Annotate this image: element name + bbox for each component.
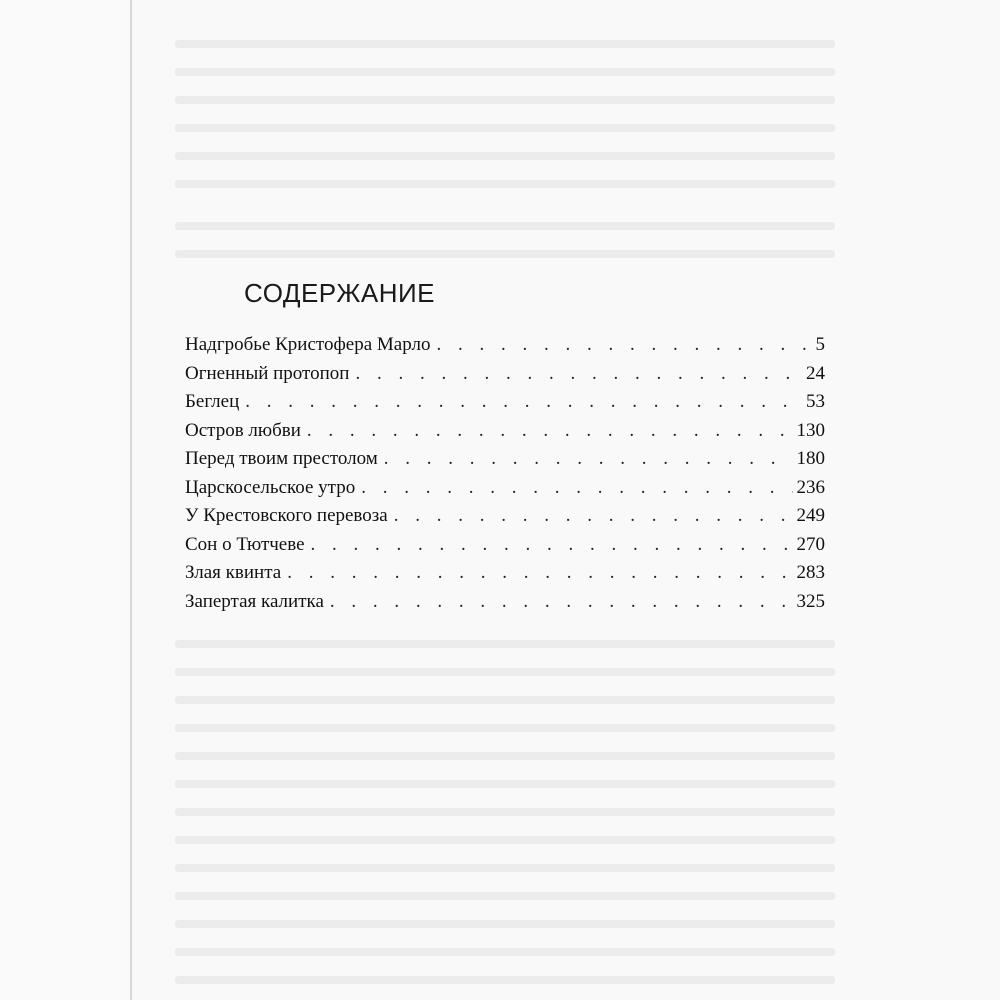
- show-through-line: [175, 920, 835, 928]
- toc-entry-title: У Крестовского перевоза: [185, 505, 388, 526]
- toc-entry-title: Запертая калитка: [185, 590, 324, 612]
- show-through-line: [175, 752, 835, 760]
- show-through-line: [175, 180, 835, 188]
- show-through-line: [175, 40, 835, 48]
- show-through-line: [175, 724, 835, 732]
- dot-leader: [394, 505, 793, 527]
- dot-leader: [311, 534, 793, 556]
- toc-entry: [185, 477, 825, 506]
- toc-entry-title: Злая квинта: [185, 562, 282, 583]
- show-through-line: [175, 152, 835, 160]
- toc-entry: [185, 448, 825, 477]
- toc-entry-page-number: 5: [815, 334, 825, 355]
- show-through-line: [175, 780, 835, 788]
- dot-leader: [384, 448, 793, 470]
- toc-entry-page-number: 236: [796, 476, 825, 498]
- toc-entry: [185, 534, 825, 563]
- toc-entry: [185, 334, 825, 363]
- toc-entry-page-number: 24: [806, 362, 825, 384]
- show-through-line: [175, 124, 835, 132]
- show-through-line: [175, 222, 835, 230]
- toc-entry: [185, 505, 825, 534]
- dot-leader: [307, 420, 793, 442]
- page-title: СОДЕРЖАНИЕ: [244, 278, 436, 308]
- show-through-line: [175, 668, 835, 676]
- show-through-line: [175, 696, 835, 704]
- toc-entry-page-number: 53: [806, 391, 825, 412]
- show-through-line: [175, 96, 835, 104]
- show-through-line: [175, 836, 835, 844]
- toc-entry-page-number: 325: [796, 590, 825, 612]
- show-through-line: [175, 808, 835, 816]
- page-edge: [130, 0, 132, 1000]
- toc-entry-title: Царскосельское утро: [185, 476, 356, 498]
- show-through-line: [175, 948, 835, 956]
- table-of-contents: [185, 334, 825, 619]
- dot-leader: [330, 591, 793, 613]
- toc-entry-page-number: 283: [796, 562, 825, 583]
- toc-entry-page-number: 180: [796, 448, 825, 469]
- dot-leader: [361, 477, 792, 499]
- show-through-line: [175, 976, 835, 984]
- toc-entry-title: Сон о Тютчеве: [185, 533, 305, 555]
- toc-entry: [185, 391, 825, 420]
- toc-entry-title: Огненный протопоп: [185, 362, 350, 384]
- toc-entry: [185, 562, 825, 591]
- toc-entry-title: Перед твоим престолом: [185, 448, 378, 469]
- toc-entry: [185, 420, 825, 449]
- toc-entry-title: Остров любви: [185, 419, 301, 441]
- toc-entry: [185, 591, 825, 620]
- show-through-line: [175, 640, 835, 648]
- toc-entry-page-number: 270: [796, 533, 825, 555]
- toc-entry: [185, 363, 825, 392]
- toc-entry-page-number: 249: [796, 505, 825, 526]
- toc-entry-title: Надгробье Кристофера Марло: [185, 334, 431, 355]
- toc-entry-page-number: 130: [796, 419, 825, 441]
- dot-leader: [436, 334, 811, 356]
- dot-leader: [245, 391, 802, 413]
- show-through-line: [175, 68, 835, 76]
- dot-leader: [355, 363, 802, 385]
- dot-leader: [287, 562, 792, 584]
- show-through-line: [175, 250, 835, 258]
- show-through-line: [175, 864, 835, 872]
- toc-entry-title: Беглец: [185, 391, 240, 412]
- show-through-line: [175, 892, 835, 900]
